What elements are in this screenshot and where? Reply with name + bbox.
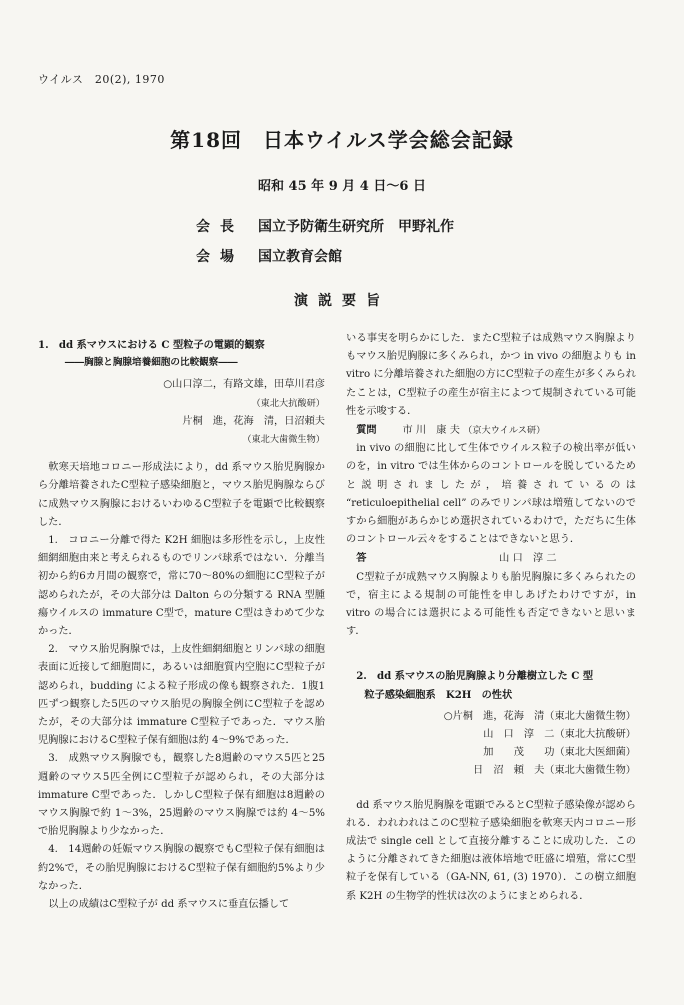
abstract1-paragraph: 2. マウス胎児胸腺では，上皮性細網細胞とリンパ球の細胞表面に近接して細胞間に，あるいは細胞質内空胞にC型粒子が認められ，budding による粒子形成の像も観察された．1腹1匹ずつ観察した5匹のマウス胎児の胸腺全例にC型粒子を認めたが，その大部分は immature C型粒子であった．マウス胎児胸腺におけるC型粒子保有細胞は約 4〜9%であった． xyxy=(38,644,325,747)
question-affiliation: （京大ウイルス研） xyxy=(463,425,546,437)
abstract1-affiliation: （東北大抗酸研） xyxy=(251,397,325,409)
answer-person: 山 口 淳 二 xyxy=(499,553,557,565)
abstract1-paragraph: 軟寒天培地コロニー形成法により，dd 系マウス胎児胸腺から分離培養されたC型粒子感染細胞と，マウス胎児胸腺ならびに成熟マウス胸腺におけるいわゆるC型粒子を電顕で比較観察した． xyxy=(38,462,325,528)
abstract2-author-line: 山 口 淳 二（東北大抗酸研） xyxy=(483,729,636,741)
answer-header xyxy=(356,549,636,568)
spacer xyxy=(38,449,325,459)
abstract2-paragraph: dd 系マウス胎児胸腺を電顕でみるとC型粒子感染像が認められる．われわれはこのC型粒子感染細胞を軟寒天内コロニー形成法で single cell として直接分離することに成功した．このように分離されてきた細胞は液体培地で旺盛に増殖，常にC型粒子を保有している（GA-NN, 61, (3) 1970）．この樹立細胞系 K2H の生物学的性状は次のようにまとめられる． xyxy=(346,799,636,902)
answer-label: 答 xyxy=(356,552,367,565)
abstract2-heading-line2: 粒子感染細胞系 K2H の性状 xyxy=(364,688,513,701)
venue-line xyxy=(196,246,342,266)
abstract1-continuation: いる事実を明らかにした．またC型粒子は成熟マウス胸腺よりもマウス胎児胸腺に多くみられ，かつ in vivo の細胞よりも in vitro に分離培養された細胞の方にC型粒子の産生が多くみられたことは，C型粒子の産生が宿主によつて規制されている可能性を示唆する． xyxy=(346,333,636,417)
left-column xyxy=(38,336,325,914)
question-text: in vivo の細胞に比して生体でウイルス粒子の検出率が低いのを，in vitro では生体からのコントロールを脱しているためと説明されましたが，培養されているのは “reticuloepithelial cell” のみでリンパ球は増殖してないのですから細胞があらかじめ選択されているわけで，ただちに生体のコントロール云々をすることはできないと思う． xyxy=(346,443,636,546)
abstract1-heading: 1. dd 系マウスにおける C 型粒子の電顕的観察 xyxy=(38,339,265,351)
spacer xyxy=(346,641,636,667)
abstract1-paragraph: 3. 成熟マウス胸腺でも，観察した8週齢のマウス5匹と25週齢のマウス5匹全例にC型粒子が認められ，その大部分は immature C型であった．しかしC型粒子保有細胞は8週齢のマウス胸腺で約 1〜3%，25週齢のマウス胸腺では約 4〜5%で胎児胸腺より少なかった． xyxy=(38,753,325,838)
abstract2-author-line: 日 沼 頼 夫（東北大歯微生物） xyxy=(473,765,636,777)
abstract2-author-line: ○片桐 進，花海 清（東北大歯微生物） xyxy=(443,710,636,722)
right-column xyxy=(346,330,636,906)
abstract1-paragraph: 以上の成績はC型粒子が dd 系マウスに垂直伝播して xyxy=(48,899,290,911)
question-person: 市 川 康 夫 xyxy=(402,425,460,437)
question-header xyxy=(356,421,636,440)
journal-citation: ウイルス 20(2), 1970 xyxy=(38,73,165,86)
section-heading: 演説要旨 xyxy=(294,293,390,309)
abstract1-affiliation: （東北大歯微生物） xyxy=(242,434,325,446)
meeting-date: 昭和 45 年 9 月 4 日〜6 日 xyxy=(258,179,426,194)
spacer xyxy=(346,781,636,797)
venue-value: 国立教育会館 xyxy=(258,249,342,265)
page-title: 第18回 日本ウイルス学会総会記録 xyxy=(170,128,514,152)
abstract1-author-line: ○山口淳二，有路文雄，田草川君彦 xyxy=(163,379,325,391)
president-key: 会長 xyxy=(196,219,244,235)
president-value: 国立予防衛生研究所 甲野礼作 xyxy=(258,219,454,235)
question-label: 質問 xyxy=(356,424,377,437)
abstract1-author-line: 片桐 進，花海 清，日沼頼夫 xyxy=(182,415,325,427)
venue-key: 会場 xyxy=(196,249,244,265)
abstract1-paragraph: 1. コロニー分離で得た K2H 細胞は多形性を示し，上皮性細網細胞由来と考えられるものでリンパ球系ではない．分離当初から約6カ月間の観察で，常に70〜80%の細胞にC型粒子が認められたが，その大部分は Dalton らの分類する RNA 型腫瘍ウイルスの immature C型で，mature C型はきわめて少なかった． xyxy=(38,535,325,638)
abstract2-author-line: 加 茂 功（東北大医細菌） xyxy=(483,747,636,759)
president-line xyxy=(196,216,454,236)
abstract1-paragraph: 4. 14週齢の妊娠マウス胸腺の観察でもC型粒子保有細胞は約2%で，その胎児胸腺におけるC型粒子保有細胞約5%より少なかった． xyxy=(38,844,325,892)
abstract2-heading: 2. dd 系マウスの胎児胸腺より分離樹立した C 型 xyxy=(356,670,594,683)
abstract1-subheading: ――胸腺と胸腺培養細胞の比較観察―― xyxy=(64,357,238,369)
answer-text: C型粒子が成熟マウス胸腺よりも胎児胸腺に多くみられたので，宿主による規制の可能性を申しあげたわけですが，in vitro の場合には選択による可能性も否定できないと思います． xyxy=(346,571,636,638)
